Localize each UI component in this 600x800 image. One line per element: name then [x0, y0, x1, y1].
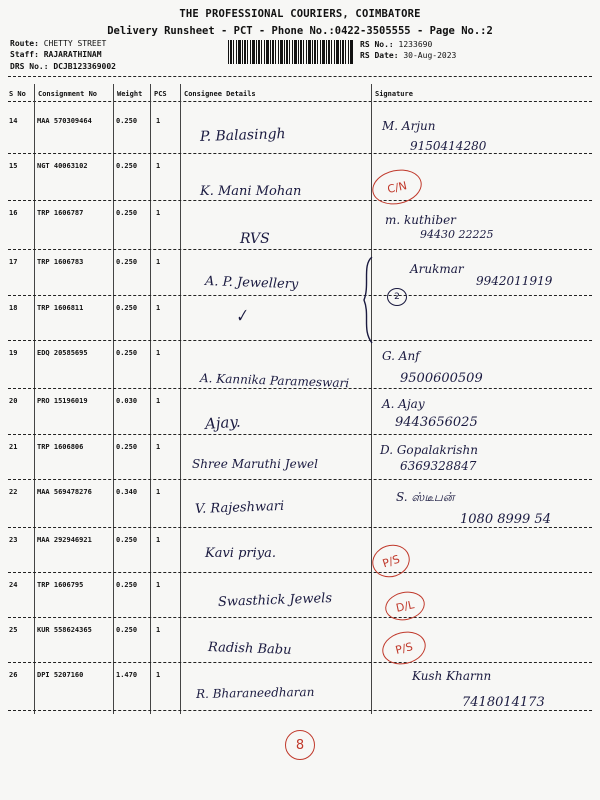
staff-line	[10, 50, 102, 59]
row-phone-handwritten: 94430 22225	[420, 228, 494, 241]
drs-value: DCJB123369002	[53, 62, 116, 71]
row-divider	[8, 710, 592, 711]
row-consignee-handwritten: V. Rajeshwari	[194, 498, 285, 517]
row-pcs: 1	[156, 626, 161, 634]
row-consignment-no: KUR 558624365	[37, 626, 92, 634]
row-sno: 25	[9, 626, 18, 634]
rs-date-label: RS Date:	[360, 51, 399, 60]
row-weight: 0.250	[116, 117, 138, 125]
stamp-cn: C/N	[369, 165, 425, 209]
row-weight: 0.250	[116, 626, 138, 634]
row-divider	[8, 388, 592, 389]
row-signature: G. Anf	[382, 349, 420, 363]
row-signature: Arukmar	[410, 262, 464, 276]
row-weight: 0.250	[116, 162, 138, 170]
stamp-dl-24: D/L	[383, 588, 428, 624]
row-consignee-handwritten: A. P. Jewellery	[204, 274, 299, 293]
row-consignee-handwritten: RVS	[240, 231, 270, 247]
row-sno: 22	[9, 488, 18, 496]
row-signature: D. Gopalakrishn	[380, 443, 478, 457]
row-divider	[8, 434, 592, 435]
row-consignee-handwritten: K. Mani Mohan	[200, 184, 302, 199]
row-sno: 24	[9, 581, 18, 589]
row-weight: 0.250	[116, 581, 138, 589]
drs-line	[10, 62, 116, 71]
row-consignment-no: NGT 40063102	[37, 162, 88, 170]
staff-label: Staff:	[10, 50, 39, 59]
row-consignee-handwritten: ✓	[232, 304, 251, 327]
row-pcs: 1	[156, 536, 161, 544]
row-pcs: 1	[156, 117, 161, 125]
row-weight: 0.250	[116, 536, 138, 544]
route-line	[10, 39, 106, 48]
row-sno: 23	[9, 536, 18, 544]
row-consignment-no: TRP 1606806	[37, 443, 84, 451]
row-consignee-handwritten: R. Bharaneedharan	[195, 684, 315, 701]
row-weight: 0.030	[116, 397, 138, 405]
row-sno: 14	[9, 117, 18, 125]
row-weight: 1.470	[116, 671, 138, 679]
row-pcs: 1	[156, 258, 161, 266]
row-pcs: 1	[156, 397, 161, 405]
row-phone-handwritten: 9443656025	[395, 415, 478, 430]
row-sno: 21	[9, 443, 18, 451]
row-divider	[8, 153, 592, 154]
row-pcs: 1	[156, 488, 161, 496]
row-sno: 18	[9, 304, 18, 312]
row-signature: Kush Kharnn	[412, 669, 492, 683]
row-phone-handwritten: 6369328847	[400, 459, 477, 473]
row-weight: 0.340	[116, 488, 138, 496]
row-sno: 19	[9, 349, 18, 357]
row-consignment-no: DPI 5207160	[37, 671, 84, 679]
row-consignee-handwritten: Swasthick Jewels	[217, 591, 333, 610]
row-pcs: 1	[156, 349, 161, 357]
row-signature: m. kuthiber	[385, 213, 456, 227]
row-pcs: 1	[156, 304, 161, 312]
row-consignment-no: TRP 1606795	[37, 581, 84, 589]
row-phone-handwritten: 1080 8999 54	[460, 512, 551, 527]
row-divider	[8, 572, 592, 573]
stamp-ps-23: P/S	[368, 540, 414, 582]
barcode	[228, 40, 354, 64]
col-consignee: Consignee Details	[184, 90, 256, 98]
row-weight: 0.250	[116, 209, 138, 217]
row-divider	[8, 295, 592, 296]
row-divider	[8, 200, 592, 201]
row-pcs: 1	[156, 671, 161, 679]
row-pcs: 1	[156, 209, 161, 217]
row-consignee-handwritten: Kavi priya.	[205, 546, 277, 561]
row-divider	[8, 479, 592, 480]
row-phone-handwritten: 9500600509	[400, 371, 483, 386]
row-phone-handwritten: 7418014173	[462, 695, 545, 710]
staff-value: RAJARATHINAM	[43, 50, 102, 59]
row-consignee-handwritten: Radish Babu	[207, 640, 292, 658]
col-weight: Weight	[117, 90, 143, 98]
row-pcs: 1	[156, 162, 161, 170]
col-sno: S No	[9, 90, 26, 98]
route-value: CHETTY STREET	[43, 39, 107, 48]
row-divider	[8, 662, 592, 663]
rs-no-label: RS No.:	[360, 40, 394, 49]
row-weight: 0.250	[116, 258, 138, 266]
row-sno: 15	[9, 162, 18, 170]
row-signature: M. Arjun	[382, 119, 436, 133]
row-divider	[8, 527, 592, 528]
column-line	[113, 84, 114, 714]
row-sno: 16	[9, 209, 18, 217]
column-line	[34, 84, 35, 714]
row-phone-handwritten: 9150414280	[410, 139, 487, 153]
stamp-circle-2: 2	[387, 288, 407, 306]
row-signature: S. ஸ்டீபன்	[396, 490, 455, 504]
row-consignment-no: MAA 570309464	[37, 117, 92, 125]
page-number-circle: 8	[285, 730, 315, 760]
route-label: Route:	[10, 39, 39, 48]
drs-label: DRS No.:	[10, 62, 49, 71]
row-consignment-no: MAA 292946921	[37, 536, 92, 544]
row-consignment-no: MAA 569478276	[37, 488, 92, 496]
row-pcs: 1	[156, 443, 161, 451]
row-consignment-no: PRO 15196019	[37, 397, 88, 405]
row-sno: 17	[9, 258, 18, 266]
row-sno: 20	[9, 397, 18, 405]
row-consignment-no: TRP 1606783	[37, 258, 84, 266]
row-weight: 0.250	[116, 349, 138, 357]
stamp-ps-25: P/S	[379, 627, 429, 669]
col-signature: Signature	[375, 90, 413, 98]
row-consignment-no: TRP 1606787	[37, 209, 84, 217]
col-pcs: PCS	[154, 90, 167, 98]
row-consignment-no: TRP 1606811	[37, 304, 84, 312]
header-divider	[8, 76, 592, 77]
row-signature: A. Ajay	[382, 397, 425, 411]
row-divider	[8, 617, 592, 618]
rs-no-line	[360, 40, 432, 49]
column-line	[180, 84, 181, 714]
row-consignee-handwritten: A. Kannika Parameswari	[199, 371, 350, 391]
row-consignment-no: EDQ 20585695	[37, 349, 88, 357]
rs-date-value: 30-Aug-2023	[403, 51, 457, 60]
row-divider	[8, 340, 592, 341]
document-title: THE PROFESSIONAL COURIERS, COIMBATORE	[179, 8, 421, 20]
row-phone-handwritten: 9942011919	[476, 274, 553, 288]
column-line	[371, 84, 372, 714]
rs-date-line	[360, 51, 456, 60]
row-consignee-handwritten: P. Balasingh	[199, 126, 286, 145]
bracket-mark	[360, 255, 376, 345]
row-consignee-handwritten: Ajay.	[204, 412, 242, 433]
row-divider	[8, 249, 592, 250]
row-consignee-handwritten: Shree Maruthi Jewel	[192, 457, 318, 471]
row-pcs: 1	[156, 581, 161, 589]
row-weight: 0.250	[116, 443, 138, 451]
col-consignment: Consignment No	[38, 90, 98, 98]
document-subtitle: Delivery Runsheet - PCT - Phone No.:0422-3505555 - Page No.:2	[107, 25, 493, 37]
rs-no-value: 1233690	[398, 40, 433, 49]
row-sno: 26	[9, 671, 18, 679]
row-weight: 0.250	[116, 304, 138, 312]
column-header-divider	[8, 101, 592, 102]
column-line	[150, 84, 151, 714]
